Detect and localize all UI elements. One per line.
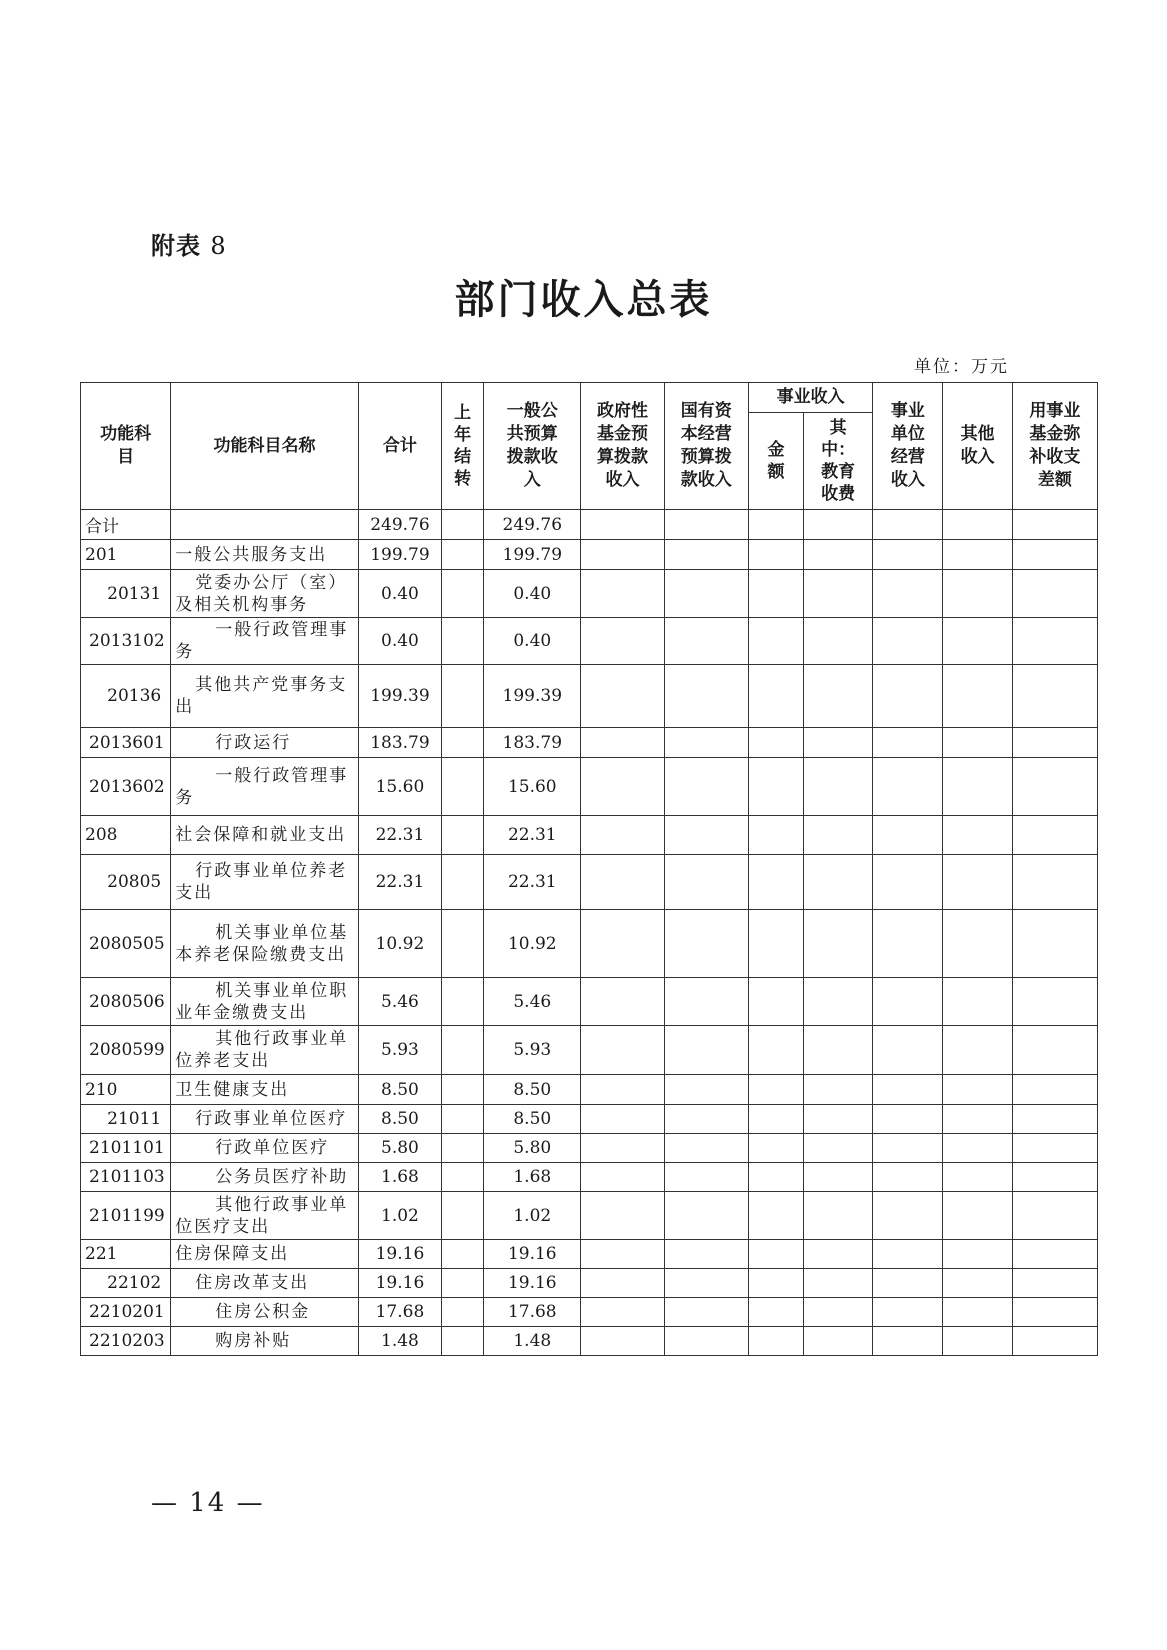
table-row xyxy=(81,618,1098,665)
header-state-capital: 国有资本经营预算拨款收入 xyxy=(664,383,748,510)
table-row xyxy=(81,1240,1098,1269)
row-business-amount xyxy=(748,510,803,540)
row-business-edu xyxy=(804,1134,873,1163)
row-other-income xyxy=(943,1269,1012,1298)
row-carryover xyxy=(442,1163,484,1192)
row-total: 10.92 xyxy=(358,910,441,978)
row-carryover xyxy=(442,855,484,910)
row-business-edu xyxy=(804,855,873,910)
row-state-capital xyxy=(664,1105,748,1134)
row-carryover xyxy=(442,758,484,816)
row-name: 其他行政事业单位医疗支出 xyxy=(171,1192,359,1240)
header-operating-income: 事业单位经营收入 xyxy=(873,383,943,510)
row-operating-income xyxy=(873,1298,943,1327)
row-state-capital xyxy=(664,665,748,728)
row-fund-supplement xyxy=(1012,1134,1097,1163)
row-business-edu xyxy=(804,1327,873,1356)
row-state-capital xyxy=(664,758,748,816)
row-fund-supplement xyxy=(1012,1105,1097,1134)
row-operating-income xyxy=(873,1269,943,1298)
row-other-income xyxy=(943,570,1012,618)
row-fund-supplement xyxy=(1012,758,1097,816)
row-operating-income xyxy=(873,1163,943,1192)
row-total: 8.50 xyxy=(358,1105,441,1134)
row-business-edu xyxy=(804,758,873,816)
row-business-amount xyxy=(748,1105,803,1134)
row-fund-supplement xyxy=(1012,510,1097,540)
row-general-budget: 1.68 xyxy=(484,1163,581,1192)
row-state-capital xyxy=(664,618,748,665)
row-fund-supplement xyxy=(1012,1026,1097,1075)
row-other-income xyxy=(943,978,1012,1026)
header-other-income: 其他收入 xyxy=(943,383,1012,510)
row-state-capital xyxy=(664,816,748,855)
row-name: 住房保障支出 xyxy=(171,1240,359,1269)
row-other-income xyxy=(943,910,1012,978)
row-business-amount xyxy=(748,1327,803,1356)
row-business-edu xyxy=(804,1026,873,1075)
row-operating-income xyxy=(873,570,943,618)
row-code: 20805 xyxy=(81,855,171,910)
row-other-income xyxy=(943,1134,1012,1163)
header-carryover: 上年结转 xyxy=(442,383,484,510)
row-total: 249.76 xyxy=(358,510,441,540)
row-gov-fund xyxy=(581,665,664,728)
row-state-capital xyxy=(664,1134,748,1163)
row-other-income xyxy=(943,1240,1012,1269)
row-carryover xyxy=(442,1105,484,1134)
row-code: 208 xyxy=(81,816,171,855)
table-row xyxy=(81,1327,1098,1356)
row-business-edu xyxy=(804,570,873,618)
row-carryover xyxy=(442,1192,484,1240)
row-fund-supplement xyxy=(1012,910,1097,978)
row-carryover xyxy=(442,1134,484,1163)
row-state-capital xyxy=(664,1269,748,1298)
row-operating-income xyxy=(873,1327,943,1356)
row-code: 2013102 xyxy=(81,618,171,665)
row-operating-income xyxy=(873,978,943,1026)
row-business-edu xyxy=(804,978,873,1026)
row-total: 1.48 xyxy=(358,1327,441,1356)
row-operating-income xyxy=(873,910,943,978)
row-carryover xyxy=(442,570,484,618)
row-name: 卫生健康支出 xyxy=(171,1075,359,1105)
row-general-budget: 183.79 xyxy=(484,728,581,758)
row-business-amount xyxy=(748,1240,803,1269)
row-gov-fund xyxy=(581,1163,664,1192)
row-operating-income xyxy=(873,1026,943,1075)
row-name: 其他共产党事务支出 xyxy=(171,665,359,728)
row-other-income xyxy=(943,758,1012,816)
row-business-amount xyxy=(748,1134,803,1163)
row-fund-supplement xyxy=(1012,728,1097,758)
row-fund-supplement xyxy=(1012,1298,1097,1327)
row-carryover xyxy=(442,816,484,855)
row-carryover xyxy=(442,618,484,665)
row-operating-income xyxy=(873,728,943,758)
row-fund-supplement xyxy=(1012,1269,1097,1298)
table-row xyxy=(81,1192,1098,1240)
row-business-amount xyxy=(748,618,803,665)
row-gov-fund xyxy=(581,1240,664,1269)
row-operating-income xyxy=(873,1075,943,1105)
header-name: 功能科目名称 xyxy=(171,383,359,510)
row-state-capital xyxy=(664,1327,748,1356)
row-total: 5.93 xyxy=(358,1026,441,1075)
row-state-capital xyxy=(664,978,748,1026)
row-operating-income xyxy=(873,665,943,728)
row-total: 19.16 xyxy=(358,1269,441,1298)
page-title: 部门收入总表 xyxy=(454,277,713,323)
row-name: 机关事业单位基本养老保险缴费支出 xyxy=(171,910,359,978)
row-gov-fund xyxy=(581,510,664,540)
row-total: 5.80 xyxy=(358,1134,441,1163)
row-operating-income xyxy=(873,1105,943,1134)
row-business-amount xyxy=(748,758,803,816)
row-general-budget: 15.60 xyxy=(484,758,581,816)
header-business-income: 事业收入 xyxy=(748,383,872,413)
page-number: — 14 — xyxy=(151,1488,265,1518)
row-fund-supplement xyxy=(1012,1240,1097,1269)
row-other-income xyxy=(943,540,1012,570)
header-general-budget: 一般公共预算拨款收入 xyxy=(484,383,581,510)
row-gov-fund xyxy=(581,758,664,816)
row-state-capital xyxy=(664,1026,748,1075)
row-business-edu xyxy=(804,1163,873,1192)
row-gov-fund xyxy=(581,816,664,855)
row-carryover xyxy=(442,1327,484,1356)
row-carryover xyxy=(442,1240,484,1269)
row-fund-supplement xyxy=(1012,570,1097,618)
row-operating-income xyxy=(873,1192,943,1240)
row-name: 一般行政管理事务 xyxy=(171,618,359,665)
table-row xyxy=(81,910,1098,978)
row-general-budget: 1.48 xyxy=(484,1327,581,1356)
row-operating-income xyxy=(873,618,943,665)
row-name: 住房改革支出 xyxy=(171,1269,359,1298)
row-operating-income xyxy=(873,1240,943,1269)
table-row xyxy=(81,665,1098,728)
row-fund-supplement xyxy=(1012,978,1097,1026)
row-carryover xyxy=(442,1269,484,1298)
row-fund-supplement xyxy=(1012,1192,1097,1240)
row-business-amount xyxy=(748,728,803,758)
row-gov-fund xyxy=(581,1298,664,1327)
row-fund-supplement xyxy=(1012,540,1097,570)
row-business-amount xyxy=(748,1075,803,1105)
row-business-amount xyxy=(748,665,803,728)
row-carryover xyxy=(442,665,484,728)
row-operating-income xyxy=(873,758,943,816)
table-row xyxy=(81,1105,1098,1134)
row-general-budget: 22.31 xyxy=(484,816,581,855)
row-name: 购房补贴 xyxy=(171,1327,359,1356)
row-other-income xyxy=(943,1298,1012,1327)
row-total: 199.39 xyxy=(358,665,441,728)
header-gov-fund: 政府性基金预算拨款收入 xyxy=(581,383,664,510)
row-total: 8.50 xyxy=(358,1075,441,1105)
row-name: 社会保障和就业支出 xyxy=(171,816,359,855)
row-name: 一般行政管理事务 xyxy=(171,758,359,816)
unit-label: 单位：万元 xyxy=(914,357,1009,377)
row-business-edu xyxy=(804,1105,873,1134)
row-other-income xyxy=(943,1105,1012,1134)
row-operating-income xyxy=(873,855,943,910)
row-general-budget: 10.92 xyxy=(484,910,581,978)
row-total: 183.79 xyxy=(358,728,441,758)
row-state-capital xyxy=(664,728,748,758)
header-business-edu: 其中：教育收费 xyxy=(804,413,873,510)
row-state-capital xyxy=(664,510,748,540)
row-general-budget: 8.50 xyxy=(484,1105,581,1134)
row-state-capital xyxy=(664,1298,748,1327)
row-gov-fund xyxy=(581,728,664,758)
row-general-budget: 1.02 xyxy=(484,1192,581,1240)
row-fund-supplement xyxy=(1012,1327,1097,1356)
row-total: 22.31 xyxy=(358,855,441,910)
row-name: 行政事业单位医疗 xyxy=(171,1105,359,1134)
row-business-amount xyxy=(748,910,803,978)
row-code: 221 xyxy=(81,1240,171,1269)
row-name xyxy=(171,510,359,540)
header-business-amount: 金额 xyxy=(748,413,803,510)
row-general-budget: 19.16 xyxy=(484,1240,581,1269)
row-general-budget: 0.40 xyxy=(484,618,581,665)
row-total: 5.46 xyxy=(358,978,441,1026)
row-business-amount xyxy=(748,540,803,570)
row-operating-income xyxy=(873,510,943,540)
row-carryover xyxy=(442,728,484,758)
row-general-budget: 199.79 xyxy=(484,540,581,570)
row-code: 2210201 xyxy=(81,1298,171,1327)
row-total: 22.31 xyxy=(358,816,441,855)
row-other-income xyxy=(943,1163,1012,1192)
row-name: 其他行政事业单位养老支出 xyxy=(171,1026,359,1075)
row-state-capital xyxy=(664,910,748,978)
row-other-income xyxy=(943,1327,1012,1356)
row-name: 行政事业单位养老支出 xyxy=(171,855,359,910)
row-state-capital xyxy=(664,540,748,570)
row-total: 1.68 xyxy=(358,1163,441,1192)
income-summary-table xyxy=(80,382,1098,1356)
row-code: 201 xyxy=(81,540,171,570)
row-business-edu xyxy=(804,1192,873,1240)
row-fund-supplement xyxy=(1012,816,1097,855)
row-general-budget: 249.76 xyxy=(484,510,581,540)
row-code: 210 xyxy=(81,1075,171,1105)
row-business-amount xyxy=(748,570,803,618)
row-code: 2210203 xyxy=(81,1327,171,1356)
row-operating-income xyxy=(873,540,943,570)
row-gov-fund xyxy=(581,540,664,570)
row-total: 1.02 xyxy=(358,1192,441,1240)
row-business-edu xyxy=(804,1298,873,1327)
row-name: 机关事业单位职业年金缴费支出 xyxy=(171,978,359,1026)
row-carryover xyxy=(442,1075,484,1105)
row-code: 2013602 xyxy=(81,758,171,816)
row-operating-income xyxy=(873,816,943,855)
table-row xyxy=(81,816,1098,855)
table-row xyxy=(81,510,1098,540)
row-code: 2013601 xyxy=(81,728,171,758)
row-gov-fund xyxy=(581,570,664,618)
row-business-edu xyxy=(804,1075,873,1105)
row-gov-fund xyxy=(581,1192,664,1240)
row-business-amount xyxy=(748,978,803,1026)
row-code: 22102 xyxy=(81,1269,171,1298)
header-total: 合计 xyxy=(358,383,441,510)
row-general-budget: 22.31 xyxy=(484,855,581,910)
row-total: 0.40 xyxy=(358,618,441,665)
row-gov-fund xyxy=(581,1105,664,1134)
row-state-capital xyxy=(664,855,748,910)
row-carryover xyxy=(442,540,484,570)
row-general-budget: 17.68 xyxy=(484,1298,581,1327)
row-gov-fund xyxy=(581,1327,664,1356)
row-carryover xyxy=(442,510,484,540)
row-business-edu xyxy=(804,728,873,758)
row-name: 行政单位医疗 xyxy=(171,1134,359,1163)
row-code: 合计 xyxy=(81,510,171,540)
row-carryover xyxy=(442,1026,484,1075)
row-general-budget: 5.93 xyxy=(484,1026,581,1075)
row-total: 15.60 xyxy=(358,758,441,816)
row-name: 住房公积金 xyxy=(171,1298,359,1327)
row-general-budget: 8.50 xyxy=(484,1075,581,1105)
table-row xyxy=(81,570,1098,618)
table-row xyxy=(81,1298,1098,1327)
table-row xyxy=(81,855,1098,910)
row-other-income xyxy=(943,728,1012,758)
row-total: 17.68 xyxy=(358,1298,441,1327)
attachment-label: 附表 8 xyxy=(151,232,227,260)
row-other-income xyxy=(943,1192,1012,1240)
table-row xyxy=(81,1269,1098,1298)
row-general-budget: 5.46 xyxy=(484,978,581,1026)
table-row xyxy=(81,1163,1098,1192)
row-general-budget: 5.80 xyxy=(484,1134,581,1163)
row-business-amount xyxy=(748,855,803,910)
row-business-edu xyxy=(804,540,873,570)
row-state-capital xyxy=(664,1192,748,1240)
row-business-amount xyxy=(748,1298,803,1327)
row-gov-fund xyxy=(581,855,664,910)
row-code: 20136 xyxy=(81,665,171,728)
row-fund-supplement xyxy=(1012,855,1097,910)
row-gov-fund xyxy=(581,910,664,978)
row-code: 21011 xyxy=(81,1105,171,1134)
row-business-amount xyxy=(748,1026,803,1075)
table-row xyxy=(81,1075,1098,1105)
row-general-budget: 0.40 xyxy=(484,570,581,618)
row-fund-supplement xyxy=(1012,1163,1097,1192)
row-carryover xyxy=(442,978,484,1026)
row-other-income xyxy=(943,1075,1012,1105)
row-business-amount xyxy=(748,1269,803,1298)
table-body xyxy=(81,510,1098,1356)
row-fund-supplement xyxy=(1012,618,1097,665)
row-code: 2101199 xyxy=(81,1192,171,1240)
row-code: 20131 xyxy=(81,570,171,618)
row-business-edu xyxy=(804,816,873,855)
table-row xyxy=(81,978,1098,1026)
row-other-income xyxy=(943,816,1012,855)
row-other-income xyxy=(943,1026,1012,1075)
row-code: 2080599 xyxy=(81,1026,171,1075)
row-gov-fund xyxy=(581,1134,664,1163)
row-state-capital xyxy=(664,1163,748,1192)
row-operating-income xyxy=(873,1134,943,1163)
row-name: 一般公共服务支出 xyxy=(171,540,359,570)
row-code: 2080505 xyxy=(81,910,171,978)
row-business-amount xyxy=(748,1192,803,1240)
header-code: 功能科目 xyxy=(81,383,171,510)
row-name: 党委办公厅（室）及相关机构事务 xyxy=(171,570,359,618)
row-carryover xyxy=(442,1298,484,1327)
row-business-edu xyxy=(804,1269,873,1298)
row-state-capital xyxy=(664,1075,748,1105)
row-gov-fund xyxy=(581,1026,664,1075)
row-other-income xyxy=(943,618,1012,665)
table-row xyxy=(81,728,1098,758)
row-business-edu xyxy=(804,1240,873,1269)
row-code: 2101103 xyxy=(81,1163,171,1192)
row-gov-fund xyxy=(581,978,664,1026)
table-row xyxy=(81,1026,1098,1075)
row-state-capital xyxy=(664,570,748,618)
row-business-edu xyxy=(804,665,873,728)
table-row xyxy=(81,1134,1098,1163)
row-business-amount xyxy=(748,816,803,855)
row-gov-fund xyxy=(581,1269,664,1298)
row-general-budget: 19.16 xyxy=(484,1269,581,1298)
row-fund-supplement xyxy=(1012,665,1097,728)
row-general-budget: 199.39 xyxy=(484,665,581,728)
row-gov-fund xyxy=(581,618,664,665)
row-business-edu xyxy=(804,618,873,665)
row-state-capital xyxy=(664,1240,748,1269)
row-gov-fund xyxy=(581,1075,664,1105)
row-business-edu xyxy=(804,910,873,978)
row-code: 2080506 xyxy=(81,978,171,1026)
row-business-amount xyxy=(748,1163,803,1192)
row-total: 19.16 xyxy=(358,1240,441,1269)
row-total: 0.40 xyxy=(358,570,441,618)
row-other-income xyxy=(943,510,1012,540)
row-code: 2101101 xyxy=(81,1134,171,1163)
header-fund-supplement: 用事业基金弥补收支差额 xyxy=(1012,383,1097,510)
table-row xyxy=(81,758,1098,816)
row-carryover xyxy=(442,910,484,978)
table-row xyxy=(81,540,1098,570)
row-business-edu xyxy=(804,510,873,540)
row-total: 199.79 xyxy=(358,540,441,570)
row-name: 行政运行 xyxy=(171,728,359,758)
row-other-income xyxy=(943,665,1012,728)
row-other-income xyxy=(943,855,1012,910)
row-fund-supplement xyxy=(1012,1075,1097,1105)
row-name: 公务员医疗补助 xyxy=(171,1163,359,1192)
